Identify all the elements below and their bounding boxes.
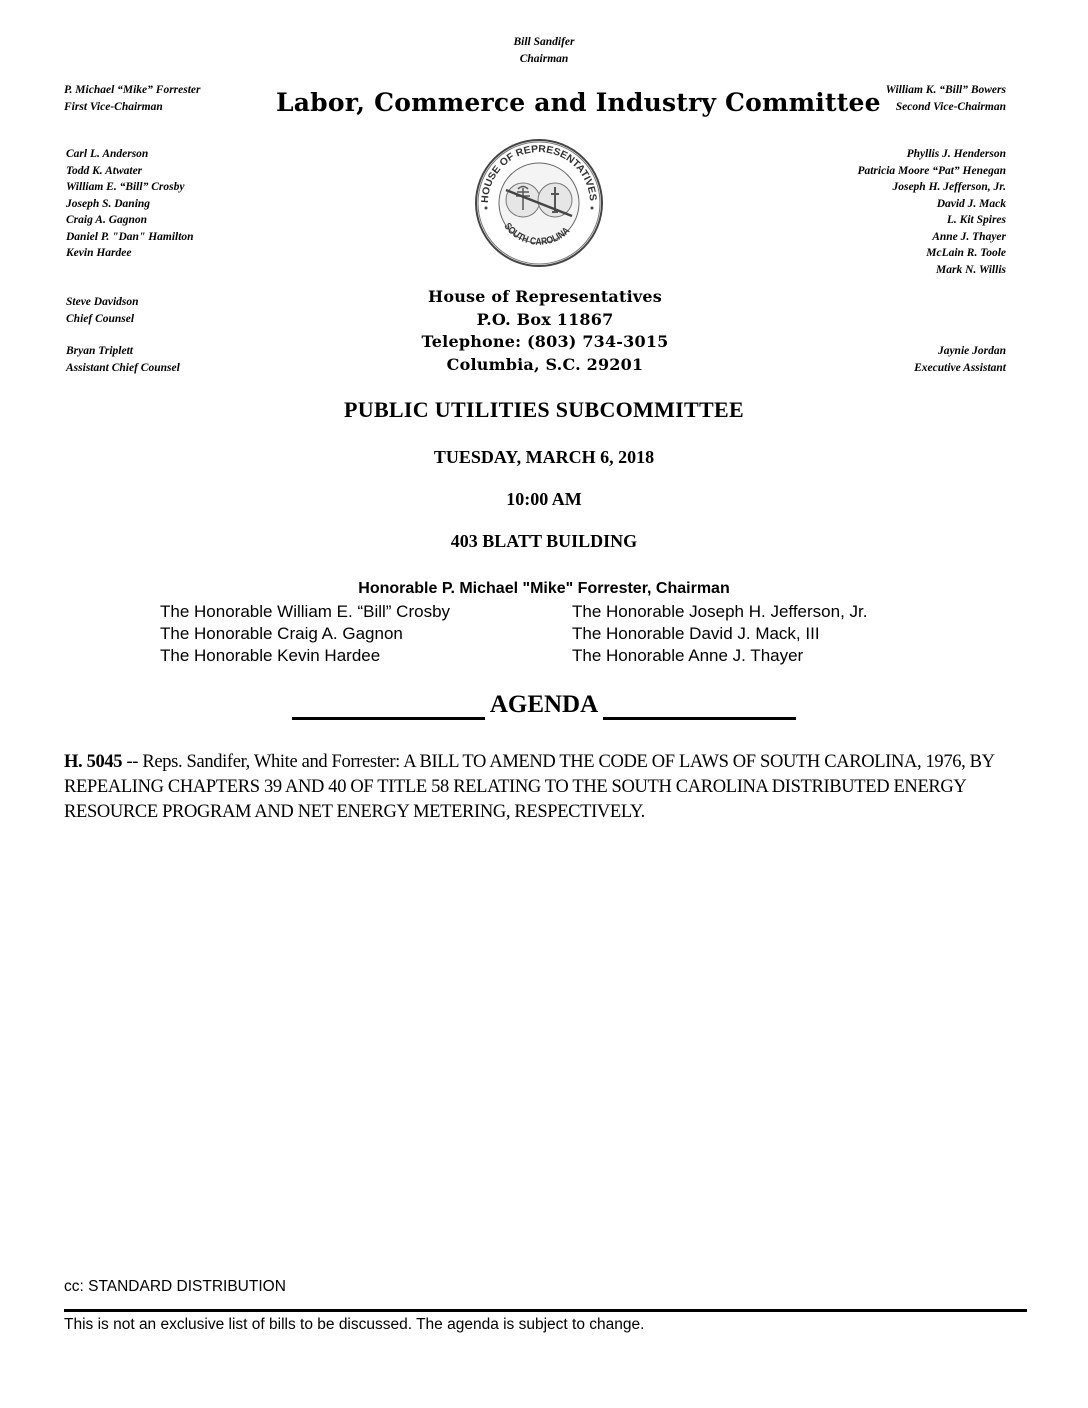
subcommittee-chair: Honorable P. Michael "Mike" Forrester, Chairman [358, 580, 730, 597]
agenda-rule-right [603, 717, 796, 720]
member-name: L. Kit Spires [946, 214, 1006, 226]
chairman-block [444, 34, 644, 67]
member-name: Todd K. Atwater [66, 164, 143, 177]
assistant-chief-counsel-block [66, 343, 266, 376]
member-name: William E. “Bill” Crosby [66, 181, 185, 193]
member-name: Joseph H. Jefferson, Jr. [892, 181, 1006, 193]
second-vice-chairman-title: Second Vice-Chairman [895, 100, 1006, 113]
left-member-list [66, 146, 266, 262]
subcommittee-member: The Honorable Anne J. Thayer [572, 646, 804, 665]
bill-description: -- Reps. Sandifer, White and Forrester: A BILL TO AMEND THE CODE OF LAWS OF SOUTH CAROLINA, 1976, BY REPEALING CHAPTERS 39 AND 40 OF TITLE 58 RELATING TO THE SOUTH CAROLINA DISTRIBUTED ENERGY RESOURCE PROGRAM AND NET ENERGY METERING, RESPECTIVELY. [64, 752, 994, 822]
second-vice-chairman-block [830, 82, 1006, 115]
cc-line: cc: STANDARD DISTRIBUTION [64, 1278, 286, 1295]
chief-counsel-block [66, 294, 266, 327]
member-name: Craig A. Gagnon [66, 214, 148, 226]
member-name: Joseph S. Daning [66, 197, 151, 210]
meeting-time: 10:00 AM [506, 489, 582, 509]
member-name: Kevin Hardee [66, 247, 132, 259]
seal-top-text: HOUSE OF REPRESENTATIVES [479, 143, 599, 204]
address-line: P.O. Box 11867 [476, 309, 614, 329]
first-vice-chairman-name: P. Michael “Mike” Forrester [64, 84, 201, 96]
committee-title: Labor, Commerce and Industry Committee [276, 88, 881, 117]
staff-title: Chief Counsel [66, 312, 135, 325]
chairman-name: Bill Sandifer [513, 36, 575, 48]
subcommittee-member: The Honorable Joseph H. Jefferson, Jr. [572, 602, 868, 621]
member-name: Daniel P. "Dan" Hamilton [66, 230, 194, 243]
meeting-date: TUESDAY, MARCH 6, 2018 [433, 447, 655, 467]
subcommittee-member: The Honorable Kevin Hardee [160, 646, 381, 665]
seal-icon [474, 138, 604, 268]
right-member-list [790, 146, 1006, 278]
address-line: House of Representatives [428, 287, 662, 306]
second-vice-chairman-name: William K. “Bill” Bowers [885, 84, 1006, 96]
member-name: Phyllis J. Henderson [906, 148, 1006, 160]
subcommittee-member: The Honorable William E. “Bill” Crosby [160, 602, 451, 621]
member-name: Patricia Moore “Pat” Henegan [857, 164, 1006, 177]
staff-title: Executive Assistant [914, 361, 1006, 374]
address-block [390, 286, 700, 376]
disclaimer: This is not an exclusive list of bills to be discussed. The agenda is subject to change. [64, 1316, 645, 1333]
chairman-title: Chairman [519, 52, 569, 65]
agenda-item [64, 750, 1024, 825]
staff-name: Jaynie Jordan [937, 345, 1006, 357]
staff-name: Bryan Triplett [66, 345, 133, 357]
member-name: McLain R. Toole [926, 247, 1006, 259]
bill-number: H. 5045 [64, 752, 123, 772]
subcommittee-member: The Honorable Craig A. Gagnon [160, 624, 403, 643]
members-right-column [572, 601, 1012, 667]
first-vice-chairman-title: First Vice-Chairman [64, 100, 163, 113]
address-line: Columbia, S.C. 29201 [446, 354, 644, 374]
meeting-location: 403 BLATT BUILDING [450, 531, 638, 551]
member-name: David J. Mack [936, 197, 1006, 210]
seal-bottom-text: SOUTH CAROLINA [501, 221, 573, 248]
subcommittee-title: PUBLIC UTILITIES SUBCOMMITTEE [344, 397, 744, 422]
first-vice-chairman-block [64, 82, 260, 115]
member-name: Mark N. Willis [936, 263, 1006, 276]
state-house-seal [474, 138, 604, 268]
telephone-line: Telephone: (803) 734-3015 [421, 332, 669, 351]
staff-name: Steve Davidson [66, 296, 139, 308]
member-name: Carl L. Anderson [66, 148, 149, 160]
members-left-column [160, 601, 560, 667]
executive-assistant-block [846, 343, 1006, 376]
footer-rule [64, 1309, 1027, 1312]
member-name: Anne J. Thayer [932, 230, 1006, 243]
agenda-heading: AGENDA [489, 691, 599, 718]
subcommittee-member: The Honorable David J. Mack, III [572, 624, 820, 643]
staff-title: Assistant Chief Counsel [66, 361, 180, 374]
agenda-rule-left [292, 717, 485, 720]
